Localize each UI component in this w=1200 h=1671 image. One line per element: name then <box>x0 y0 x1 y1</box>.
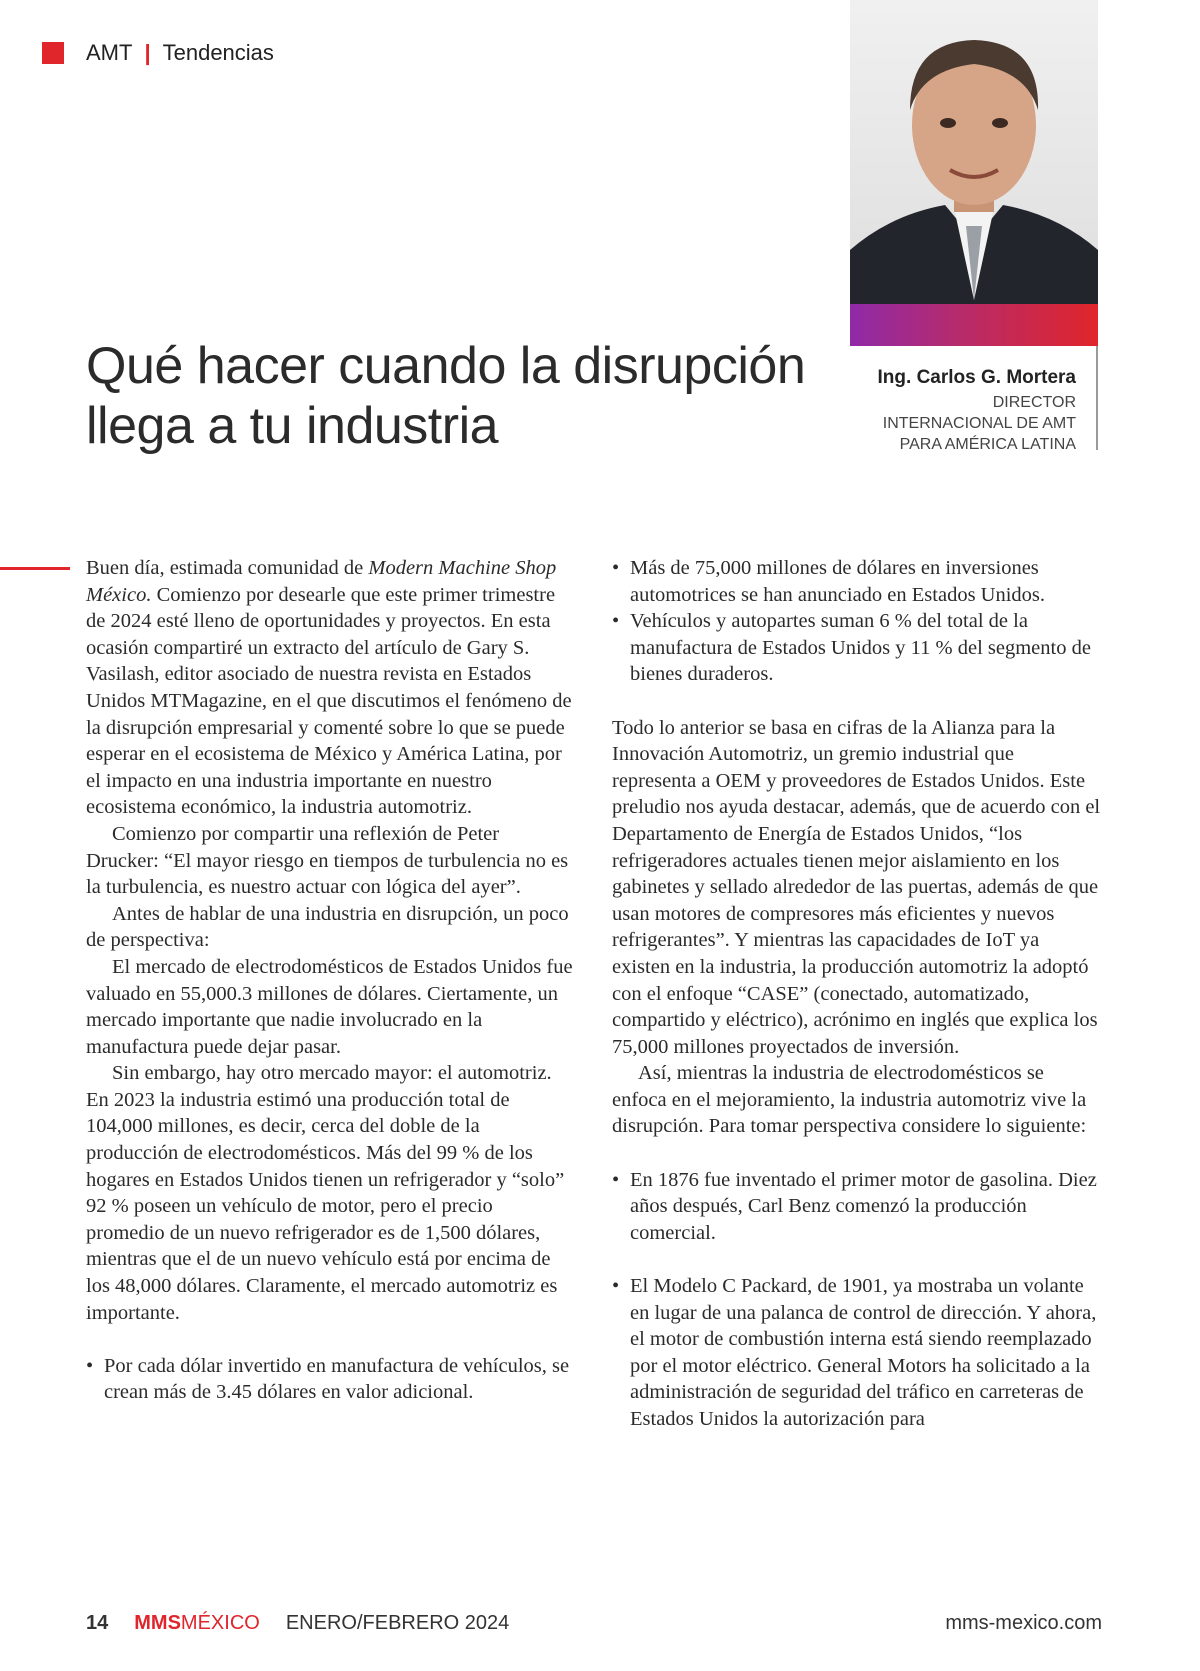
magazine-name: Modern Machine Shop México. <box>86 557 557 606</box>
bullet-item: • En 1876 fue inventado el primer motor de gasolina. Diez años después, Carl Benz comenzó la producción comercial. <box>612 1168 1097 1244</box>
body-paragraph: El mercado de electrodomésticos de Estados Unidos fue valuado en 55,000.3 millones de dólares. Ciertamente, un mercado importante que nadie involucrado en la manufactura puede dejar pasar. <box>86 955 573 1058</box>
bullet-dot: • <box>612 1275 620 1298</box>
body-paragraph: Todo lo anterior se basa en cifras de la Alianza para la Innovación Automotriz, un gremio industrial que representa a OEM y proveedores de Estados Unidos. Este preludio nos ayuda destacar, además, que de acuerdo con el Departamento de Energía de Estados Unidos, “los refrigeradores actuales tienen mejor aislamiento en los gabinetes y sellado alrededor de las puertas, además de que usan motores de compresores más eficientes y nuevos refrigerantes”. Y mientras las capacidades de IoT ya existen en la industria, la producción automotriz la adoptó con el enfoque “CASE” (conectado, automatizado, compartido y eléctrico), acrónimo en inglés que explica los 75,000 millones proyectados de inversión. <box>612 716 1101 1058</box>
section-separator: | <box>144 40 151 65</box>
issue-date: ENERO/FEBRERO 2024 <box>285 1612 510 1634</box>
headline-line-1: Qué hacer cuando la disrupción <box>86 337 806 395</box>
bullet-item: • Más de 75,000 millones de dólares en inversiones automotrices se han anunciado en Estados Unidos. <box>612 557 1046 606</box>
body-paragraph: Buen día, estimada comunidad de Modern Machine Shop México. Comienzo por desearle que este primer trimestre de 2024 esté lleno de oportunidades y proyectos. En esta ocasión compartiré un extracto del artículo de Gary S. Vasilash, editor asociado de nuestra revista en Estados Unidos MTMagazine, en el que discutimos el fenómeno de la disrupción empresarial y comenté sobre lo que se puede esperar en el ecosistema de México y América Latina, por el impacto en una industria importante en nuestro ecosistema económico, la industria automotriz. <box>86 557 572 819</box>
body-paragraph: Antes de hablar de una industria en disrupción, un poco de perspectiva: <box>86 902 569 952</box>
website-link[interactable]: mms-mexico.com <box>945 1612 1102 1634</box>
body-paragraph: Así, mientras la industria de electrodomésticos se enfoca en el mejoramiento, la industria automotriz vive la disrupción. Para tomar perspectiva considere lo siguiente: <box>612 1062 1087 1138</box>
bullet-dot: • <box>612 610 620 633</box>
author-title-line: INTERNACIONAL DE AMT <box>882 415 1076 432</box>
right-column <box>612 555 1102 1433</box>
article-headline <box>86 336 805 456</box>
author-title-line: PARA AMÉRICA LATINA <box>899 436 1076 453</box>
bullet-dot: • <box>86 1354 94 1377</box>
section-header <box>86 40 274 66</box>
body-paragraph: Sin embargo, hay otro mercado mayor: el automotriz. En 2023 la industria estimó una producción total de 104,000 millones, es decir, cerca del doble de la producción de electrodomésticos. Más del 99 % de los hogares en Estados Unidos tienen un refrigerador y “solo” 92 % poseen un vehículo de motor, pero el precio promedio de un nuevo refrigerador es de 1,500 dólares, mientras que el de un nuevo vehículo está por encima de los 48,000 dólares. Claramente, el mercado automotriz es importante. <box>86 1062 565 1324</box>
author-rule <box>1096 346 1098 450</box>
bullet-dot: • <box>612 557 620 579</box>
left-column <box>86 555 576 1406</box>
section-category: Tendencias <box>162 40 274 65</box>
author-title <box>883 392 1076 455</box>
brand-mms: MMS <box>134 1612 181 1634</box>
bullet-item: • Por cada dólar invertido en manufactura de vehículos, se crean más de 3.45 dólares en valor adicional. <box>86 1354 570 1404</box>
headline-line-2: llega a tu industria <box>86 397 499 455</box>
author-photo <box>850 0 1098 346</box>
bullet-item: • Vehículos y autopartes suman 6 % del total de la manufactura de Estados Unidos y 11 % del segmento de bienes duraderos. <box>612 610 1091 686</box>
brand-mexico: MÉXICO <box>180 1612 260 1634</box>
lead-rule <box>0 567 70 570</box>
page-footer <box>86 1612 1102 1635</box>
author-name: Ing. Carlos G. Mortera <box>877 367 1076 388</box>
page-number: 14 <box>86 1612 109 1634</box>
author-title-line: DIRECTOR <box>992 394 1076 411</box>
bullet-dot: • <box>612 1168 620 1191</box>
bullet-item: • El Modelo C Packard, de 1901, ya mostraba un volante en lugar de una palanca de control de dirección. Y ahora, el motor de combustión interna está siendo reemplazado por el motor eléctrico. General Motors ha solicitado a la administración de seguridad del tráfico en carreteras de Estados Unidos la autorización para <box>612 1275 1097 1430</box>
body-paragraph: Comienzo por compartir una reflexión de Peter Drucker: “El mayor riesgo en tiempos de turbulencia no es la turbulencia, es nuestro actuar con lógica del ayer”. <box>86 822 569 899</box>
section-label: AMT <box>86 40 133 65</box>
section-marker <box>42 42 64 64</box>
